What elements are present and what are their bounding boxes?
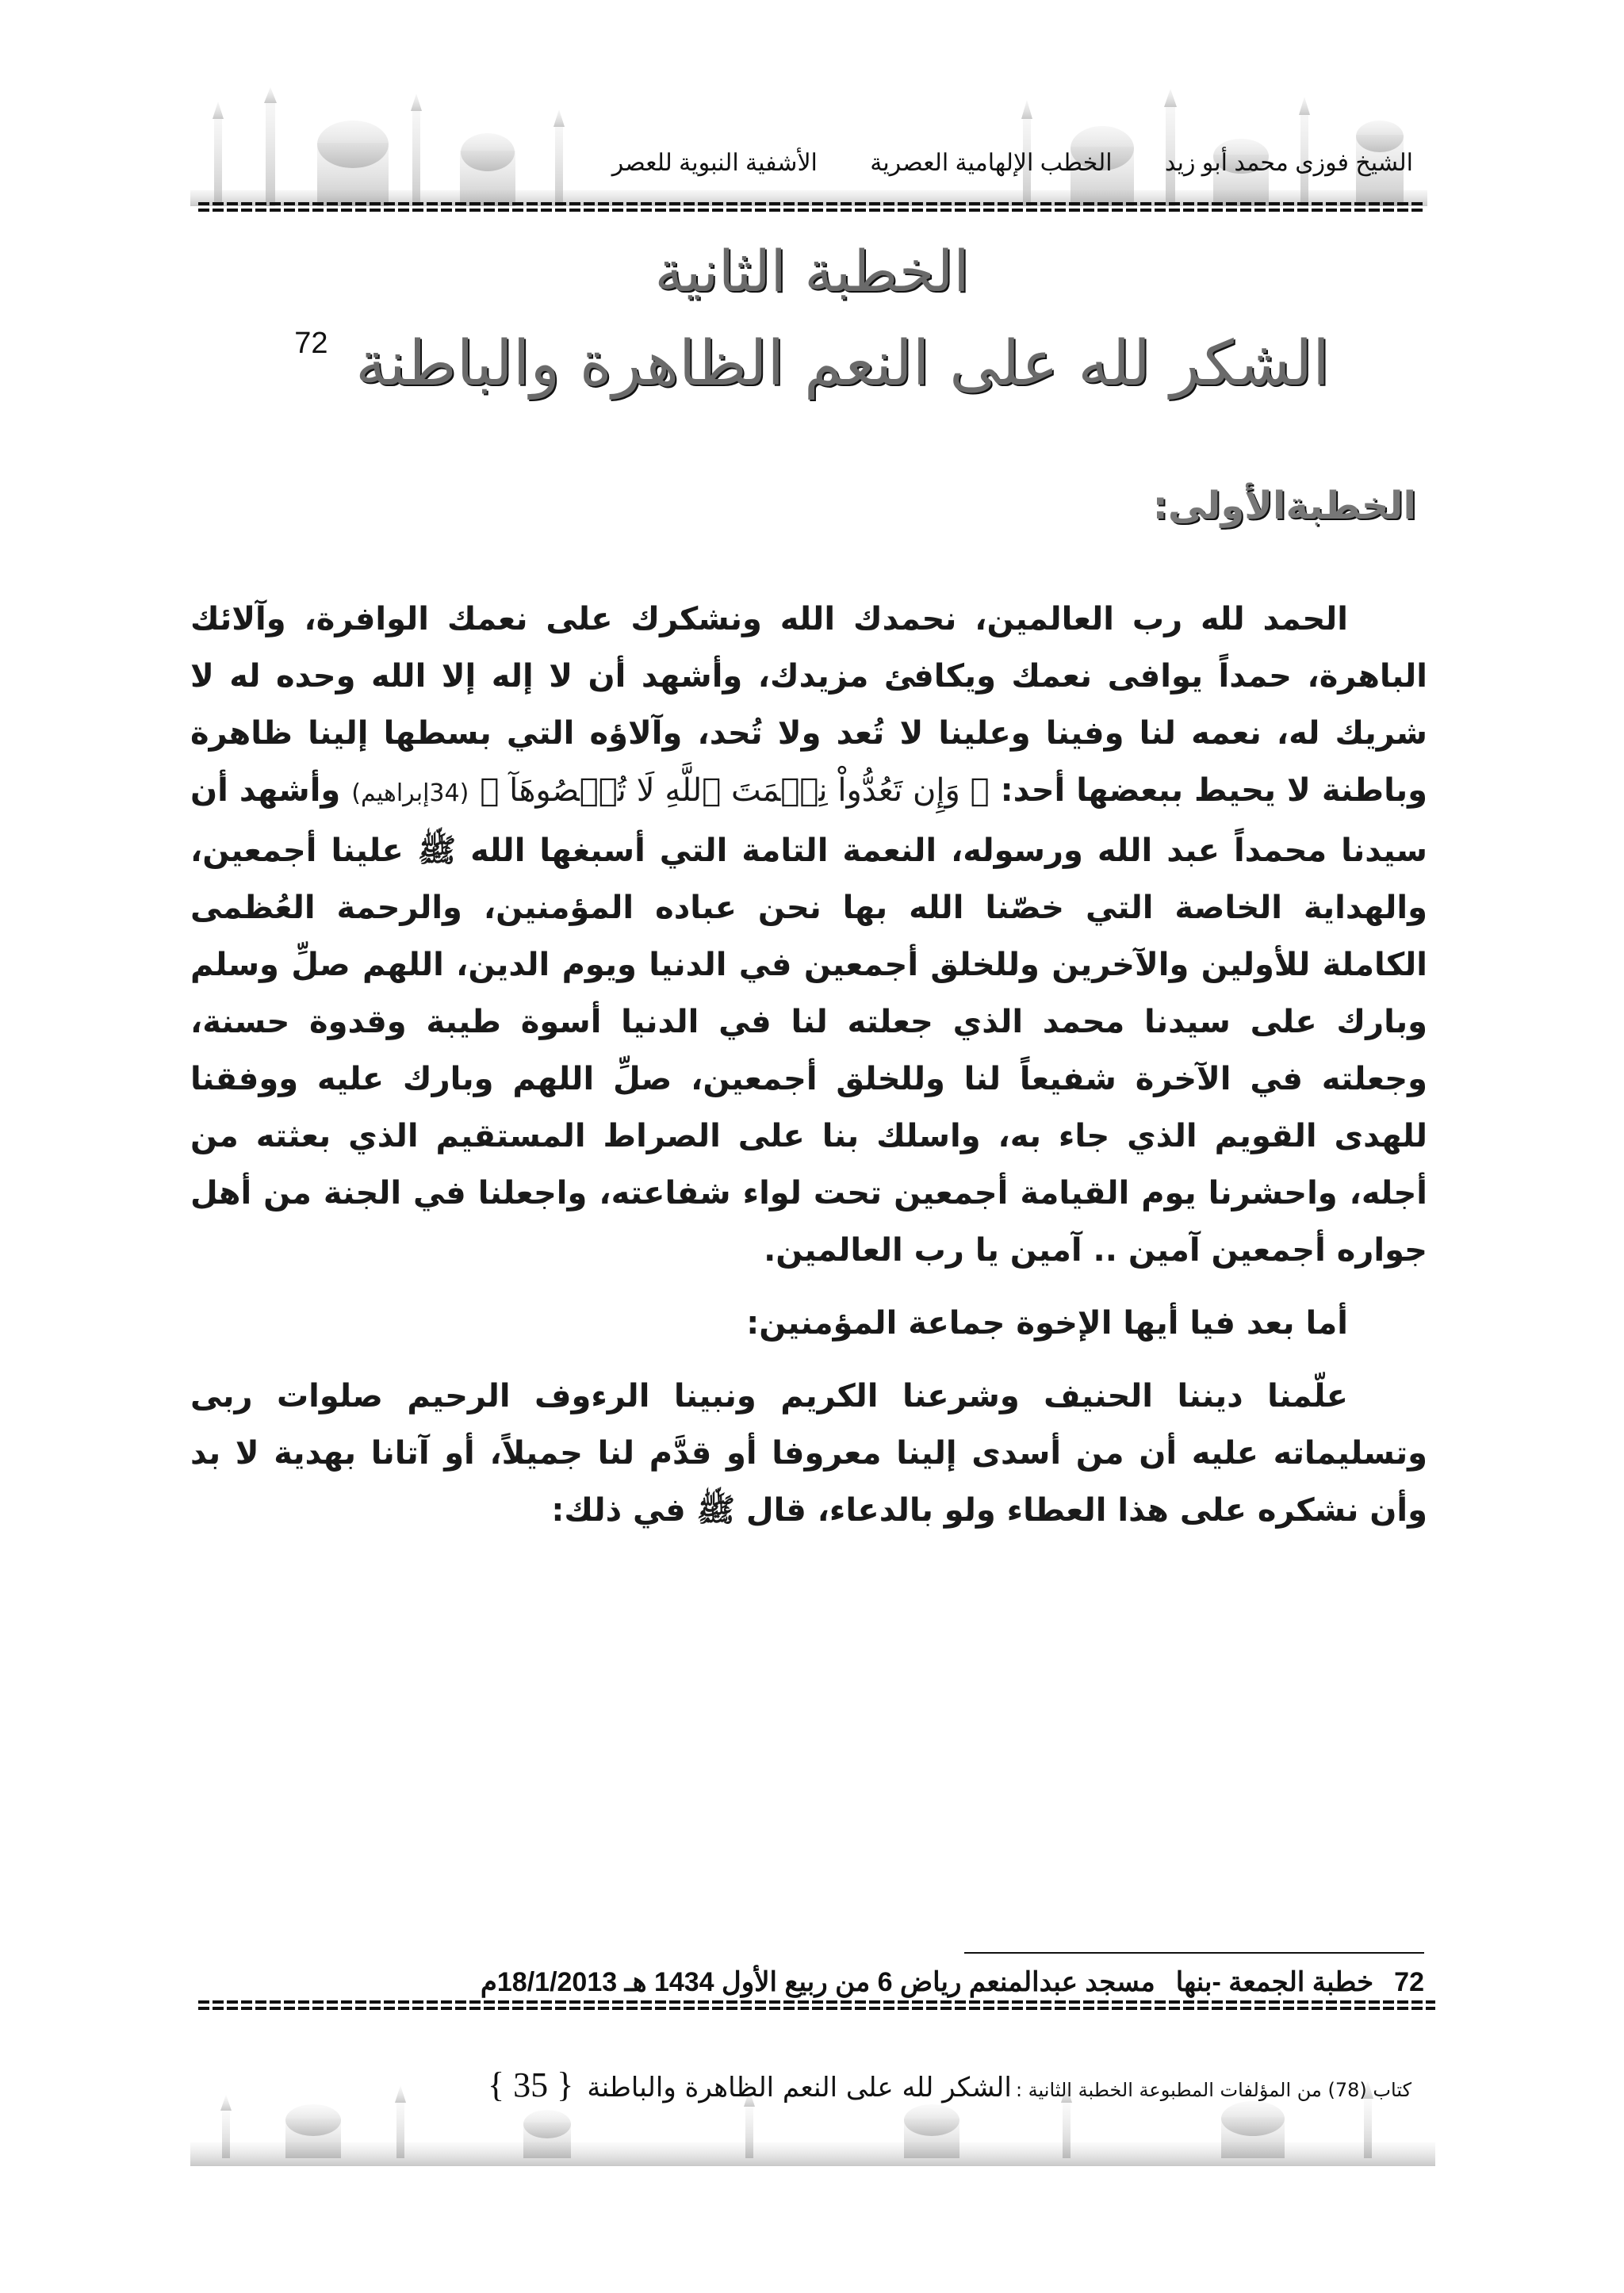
- header-book: الأشفية النبوية للعصر: [611, 150, 818, 176]
- subtitle-text: الشكر لله على النعم الظاهرة والباطنة: [355, 328, 1330, 400]
- paragraph-3: علّمنا ديننا الحنيف وشرعنا الكريم ونبينا الرءوف الرحيم صلوات ربى وتسليماته عليه أن من أسدى إلينا معروفا أو قدَّم لنا جميلاً، أو آتانا بهدية لا بد وأن نشكره على هذا العطاء ولو بالدعاء، قال ﷺ في ذلك:: [190, 1378, 1427, 1529]
- paragraph-1-intro: الحمد لله رب العالمين، نحمدك الله ونشكرك على نعمك الوافرة، وآلائك الباهرة، حمداً يوافى نعمك ويكافئ مزيدك، وأشهد أن لا إله إلا الله وحده له لا شريك له، نعمه لنا وفينا وعلينا لا تُعد ولا تُحد، وآلاؤه التي بسطها إلينا ظاهرة وباطنة لا يحيط ببعضها أحد:: [190, 601, 1427, 809]
- running-header: [612, 149, 1413, 177]
- footnote-marker: 72: [294, 327, 328, 360]
- header-series: الخطب الإلهامية العصرية: [870, 150, 1113, 176]
- footer-book-prefix: كتاب (78) من المؤلفات المطبوعة الخطبة الثانية :: [1015, 2079, 1411, 2101]
- header-double-rule: [198, 202, 1423, 215]
- sermon-title: الخطبة الثانية: [654, 238, 970, 304]
- footer-double-rule: [198, 2000, 1435, 2013]
- footnote-text-a: خطبة الجمعة -بنها: [1175, 1967, 1374, 1997]
- paragraph-2: أما بعد فيا أيها الإخوة جماعة المؤمنين:: [746, 1305, 1348, 1342]
- footer-book-title: الشكر لله على النعم الظاهرة والباطنة: [587, 2072, 1012, 2104]
- page-number: { 35 }: [488, 2065, 574, 2104]
- footnote-number: 72: [1394, 1967, 1424, 1997]
- quran-verse: ﴿ وَإِن تَعُدُّواْ نِعۡمَتَ ٱللَّهِ لَا تُحۡصُوهَآ ﴾: [480, 772, 990, 809]
- footnote-text-b: مسجد عبدالمنعم رياض 6 من ربيع الأول 1434 هـ 18/1/2013م: [480, 1967, 1155, 1997]
- paragraph-1: [190, 591, 1427, 1279]
- header-author: الشيخ فوزى محمد أبو زيد: [1164, 150, 1413, 176]
- verse-reference: (34إبراهيم): [351, 779, 469, 807]
- footnote-separator: [964, 1952, 1424, 1954]
- sermon-subtitle: [0, 327, 1624, 400]
- section-label: الخطبةالأولى:: [1152, 484, 1416, 528]
- footnote: [460, 1966, 1424, 1998]
- running-footer: [488, 2065, 1411, 2105]
- paragraph-1-rest: وأشهد أن سيدنا محمداً عبد الله ورسوله، النعمة التامة التي أسبغها الله ﷺ علينا أجمعين، والهداية الخاصة التي خصّنا الله بها نحن عباده المؤمنين، والرحمة العُظمى الكاملة للأولين والآخرين وللخلق أجمعين في الدنيا ويوم الدين، اللهم صلِّ وسلم وبارك على سيدنا محمد الذي جعلته لنا في الدنيا أسوة طيبة وقدوة حسنة، وجعلته في الآخرة شفيعاً لنا وللخلق أجمعين، صلِّ اللهم وبارك عليه ووفقنا للهدى القويم الذي جاء به، واسلك بنا على الصراط المستقيم الذي بعثته من أجله، واحشرنا يوم القيامة أجمعين تحت لواء شفاعته، واجعلنا في الجنة من أهل جواره أجمعين آمين .. آمين يا رب العالمين.: [190, 772, 1427, 1269]
- page-header: [190, 87, 1427, 206]
- mosque-silhouette-header-image: [190, 87, 1427, 206]
- sermon-body: [190, 591, 1427, 1539]
- page-footer: [190, 2023, 1435, 2166]
